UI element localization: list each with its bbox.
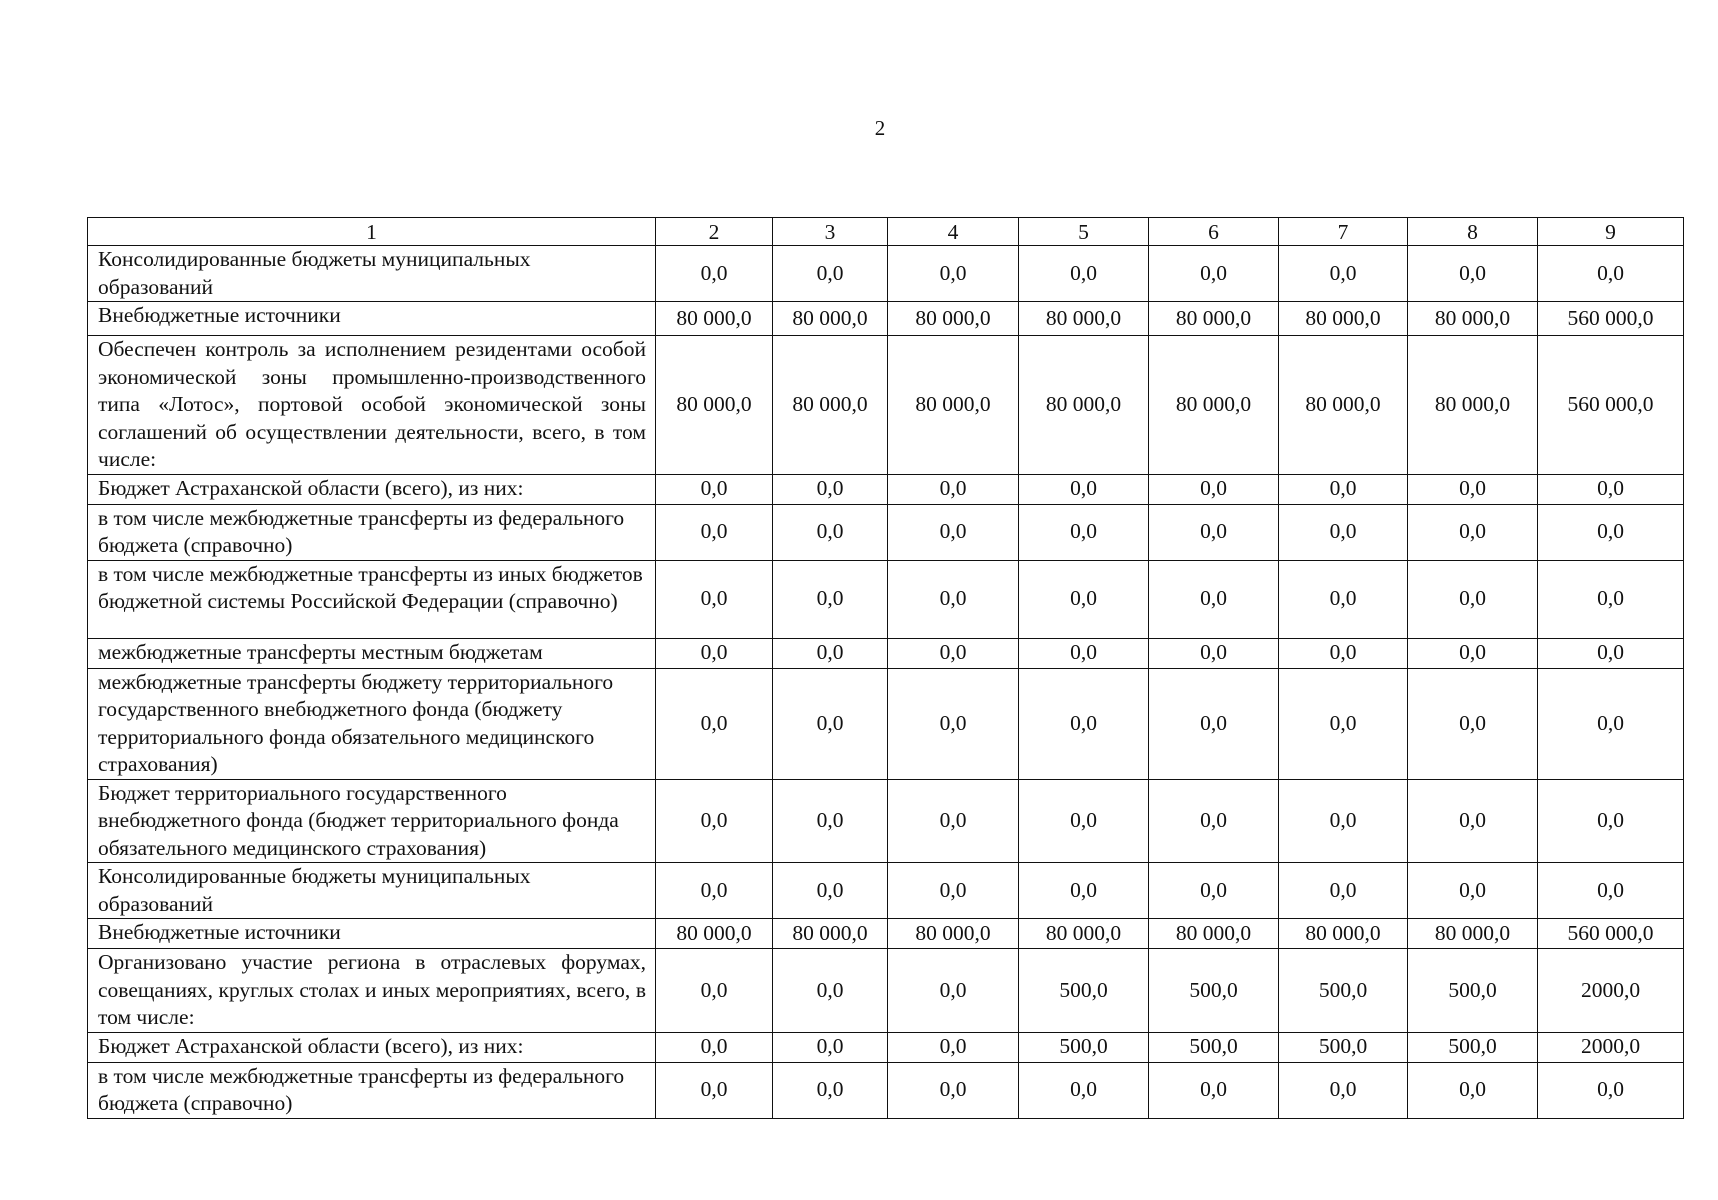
value-cell: 560 000,0 <box>1538 336 1684 475</box>
row-label: Бюджет Астраханской области (всего), из них: <box>88 1032 656 1062</box>
value-cell: 0,0 <box>1149 246 1279 302</box>
value-cell: 0,0 <box>1019 474 1149 504</box>
table-row <box>88 1062 1684 1118</box>
value-cell: 0,0 <box>1538 779 1684 863</box>
value-cell: 80 000,0 <box>888 919 1019 949</box>
table-row <box>88 949 1684 1033</box>
value-cell: 0,0 <box>1019 779 1149 863</box>
value-cell: 80 000,0 <box>656 302 773 336</box>
value-cell: 0,0 <box>773 779 888 863</box>
value-cell: 0,0 <box>1019 863 1149 919</box>
value-cell: 0,0 <box>1538 668 1684 779</box>
value-cell: 0,0 <box>1279 504 1408 560</box>
value-cell: 500,0 <box>1408 949 1538 1033</box>
table-row <box>88 919 1684 949</box>
value-cell: 80 000,0 <box>888 336 1019 475</box>
value-cell: 0,0 <box>656 668 773 779</box>
value-cell: 0,0 <box>888 863 1019 919</box>
value-cell: 80 000,0 <box>656 919 773 949</box>
value-cell: 0,0 <box>1149 504 1279 560</box>
value-cell: 2000,0 <box>1538 1032 1684 1062</box>
row-label: Обеспечен контроль за исполнением резидентами особой экономической зоны промышленно-производственного типа «Лотос», портовой особой экономической зоны соглашений об осуществлении деятельности, всего, в том числе: <box>88 336 656 475</box>
value-cell: 0,0 <box>888 504 1019 560</box>
value-cell: 0,0 <box>656 246 773 302</box>
value-cell: 0,0 <box>1279 1062 1408 1118</box>
value-cell: 0,0 <box>656 949 773 1033</box>
value-cell: 0,0 <box>1149 1062 1279 1118</box>
row-label: Бюджет Астраханской области (всего), из них: <box>88 474 656 504</box>
value-cell: 0,0 <box>1538 863 1684 919</box>
value-cell: 0,0 <box>888 1062 1019 1118</box>
row-label: межбюджетные трансферты местным бюджетам <box>88 638 656 668</box>
row-label: межбюджетные трансферты бюджету территориального государственного внебюджетного фонда (бюджету территориального фонда обязательного медицинского страхования) <box>88 668 656 779</box>
table-row <box>88 302 1684 336</box>
row-label: Консолидированные бюджеты муниципальных образований <box>88 246 656 302</box>
value-cell: 0,0 <box>1019 1062 1149 1118</box>
value-cell: 0,0 <box>1149 560 1279 638</box>
table-row <box>88 336 1684 475</box>
value-cell: 0,0 <box>1408 668 1538 779</box>
value-cell: 500,0 <box>1279 949 1408 1033</box>
value-cell: 0,0 <box>888 1032 1019 1062</box>
value-cell: 80 000,0 <box>1279 302 1408 336</box>
value-cell: 0,0 <box>656 474 773 504</box>
row-label: Внебюджетные источники <box>88 919 656 949</box>
value-cell: 80 000,0 <box>1149 336 1279 475</box>
value-cell: 0,0 <box>1019 638 1149 668</box>
value-cell: 0,0 <box>888 668 1019 779</box>
value-cell: 80 000,0 <box>1279 336 1408 475</box>
value-cell: 0,0 <box>656 638 773 668</box>
table-body <box>88 246 1684 1119</box>
value-cell: 0,0 <box>1408 863 1538 919</box>
value-cell: 0,0 <box>773 1062 888 1118</box>
value-cell: 0,0 <box>773 949 888 1033</box>
table-row <box>88 1032 1684 1062</box>
column-header: 9 <box>1538 218 1684 246</box>
value-cell: 0,0 <box>1408 779 1538 863</box>
value-cell: 0,0 <box>656 560 773 638</box>
table-row <box>88 638 1684 668</box>
value-cell: 80 000,0 <box>888 302 1019 336</box>
column-header: 4 <box>888 218 1019 246</box>
value-cell: 2000,0 <box>1538 949 1684 1033</box>
value-cell: 0,0 <box>1149 638 1279 668</box>
value-cell: 0,0 <box>773 863 888 919</box>
value-cell: 500,0 <box>1019 1032 1149 1062</box>
value-cell: 0,0 <box>1279 638 1408 668</box>
value-cell: 0,0 <box>1019 246 1149 302</box>
column-header: 5 <box>1019 218 1149 246</box>
value-cell: 0,0 <box>888 638 1019 668</box>
value-cell: 0,0 <box>1538 1062 1684 1118</box>
value-cell: 0,0 <box>1408 246 1538 302</box>
value-cell: 0,0 <box>773 560 888 638</box>
row-label: в том числе межбюджетные трансферты из иных бюджетов бюджетной системы Российской Федерации (справочно) <box>88 560 656 638</box>
value-cell: 0,0 <box>1538 246 1684 302</box>
value-cell: 0,0 <box>1279 863 1408 919</box>
value-cell: 0,0 <box>773 668 888 779</box>
value-cell: 0,0 <box>888 474 1019 504</box>
value-cell: 80 000,0 <box>1019 919 1149 949</box>
value-cell: 0,0 <box>1279 560 1408 638</box>
column-header: 3 <box>773 218 888 246</box>
value-cell: 0,0 <box>1149 668 1279 779</box>
table-row <box>88 504 1684 560</box>
value-cell: 80 000,0 <box>1149 919 1279 949</box>
value-cell: 0,0 <box>1019 668 1149 779</box>
value-cell: 0,0 <box>773 638 888 668</box>
row-label: Бюджет территориального государственного внебюджетного фонда (бюджет территориального фонда обязательного медицинского страхования) <box>88 779 656 863</box>
value-cell: 0,0 <box>773 504 888 560</box>
value-cell: 0,0 <box>1149 863 1279 919</box>
value-cell: 0,0 <box>888 560 1019 638</box>
value-cell: 0,0 <box>1538 638 1684 668</box>
row-label: Организовано участие региона в отраслевых форумах, совещаниях, круглых столах и иных мероприятиях, всего, в том числе: <box>88 949 656 1033</box>
value-cell: 0,0 <box>1019 560 1149 638</box>
value-cell: 500,0 <box>1019 949 1149 1033</box>
column-header: 6 <box>1149 218 1279 246</box>
value-cell: 0,0 <box>1149 474 1279 504</box>
value-cell: 0,0 <box>1149 779 1279 863</box>
value-cell: 0,0 <box>773 1032 888 1062</box>
value-cell: 0,0 <box>656 504 773 560</box>
table-row <box>88 668 1684 779</box>
value-cell: 80 000,0 <box>1149 302 1279 336</box>
value-cell: 0,0 <box>888 949 1019 1033</box>
value-cell: 0,0 <box>1279 246 1408 302</box>
value-cell: 0,0 <box>888 246 1019 302</box>
column-header: 7 <box>1279 218 1408 246</box>
value-cell: 80 000,0 <box>1408 302 1538 336</box>
page-number: 2 <box>874 116 886 140</box>
column-header: 2 <box>656 218 773 246</box>
value-cell: 80 000,0 <box>773 302 888 336</box>
value-cell: 80 000,0 <box>656 336 773 475</box>
value-cell: 0,0 <box>1408 1062 1538 1118</box>
value-cell: 80 000,0 <box>1408 919 1538 949</box>
value-cell: 0,0 <box>773 474 888 504</box>
value-cell: 0,0 <box>1538 504 1684 560</box>
value-cell: 0,0 <box>1279 668 1408 779</box>
value-cell: 0,0 <box>1538 560 1684 638</box>
value-cell: 0,0 <box>1019 504 1149 560</box>
table-row <box>88 779 1684 863</box>
value-cell: 0,0 <box>1408 638 1538 668</box>
value-cell: 0,0 <box>773 246 888 302</box>
column-header: 8 <box>1408 218 1538 246</box>
value-cell: 80 000,0 <box>1019 336 1149 475</box>
column-header: 1 <box>88 218 656 246</box>
value-cell: 0,0 <box>888 779 1019 863</box>
row-label: Консолидированные бюджеты муниципальных образований <box>88 863 656 919</box>
value-cell: 0,0 <box>1408 474 1538 504</box>
value-cell: 80 000,0 <box>1019 302 1149 336</box>
value-cell: 500,0 <box>1279 1032 1408 1062</box>
value-cell: 0,0 <box>1408 560 1538 638</box>
value-cell: 0,0 <box>656 779 773 863</box>
value-cell: 0,0 <box>1279 779 1408 863</box>
value-cell: 560 000,0 <box>1538 919 1684 949</box>
value-cell: 80 000,0 <box>1408 336 1538 475</box>
row-label: Внебюджетные источники <box>88 302 656 336</box>
value-cell: 80 000,0 <box>1279 919 1408 949</box>
table-row <box>88 474 1684 504</box>
row-label: в том числе межбюджетные трансферты из федерального бюджета (справочно) <box>88 1062 656 1118</box>
table-row <box>88 863 1684 919</box>
value-cell: 80 000,0 <box>773 336 888 475</box>
value-cell: 0,0 <box>656 1032 773 1062</box>
budget-table <box>87 217 1684 1119</box>
value-cell: 0,0 <box>1279 474 1408 504</box>
table-row <box>88 560 1684 638</box>
value-cell: 500,0 <box>1149 1032 1279 1062</box>
value-cell: 0,0 <box>1408 504 1538 560</box>
value-cell: 0,0 <box>656 863 773 919</box>
value-cell: 560 000,0 <box>1538 302 1684 336</box>
value-cell: 0,0 <box>656 1062 773 1118</box>
row-label: в том числе межбюджетные трансферты из федерального бюджета (справочно) <box>88 504 656 560</box>
table-row <box>88 246 1684 302</box>
value-cell: 500,0 <box>1149 949 1279 1033</box>
value-cell: 0,0 <box>1538 474 1684 504</box>
value-cell: 500,0 <box>1408 1032 1538 1062</box>
table-header-row <box>88 218 1684 246</box>
value-cell: 80 000,0 <box>773 919 888 949</box>
